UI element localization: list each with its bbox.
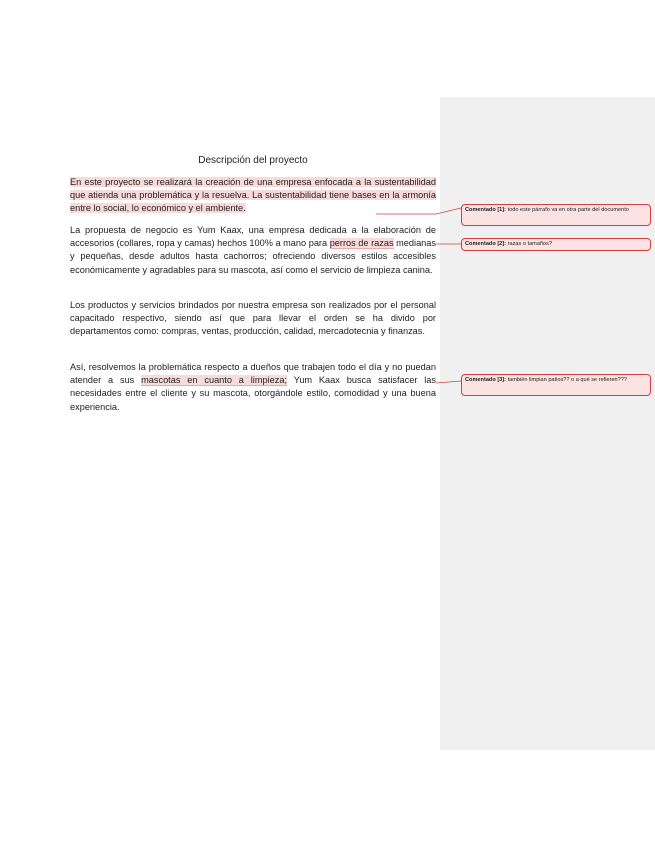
comments-pane <box>440 97 655 750</box>
comment-balloon-3[interactable] <box>461 374 651 396</box>
paragraph-text: Los productos y servicios brindados por nuestra empresa son realizados por el personal capacitado respectivo, siendo así que para llevar el orden se ha divido por departamentos como: compras, ventas, producción, calidad, mercadotecnia y finanzas. <box>70 300 436 337</box>
paragraph-3[interactable] <box>70 299 436 339</box>
paragraph-4[interactable] <box>70 361 436 414</box>
document-title: Descripción del proyecto <box>198 155 308 166</box>
paragraph-text: Así, resolvemos la problemática respecto a dueños que trabajen todo el día y no puedan atender a sus <box>70 362 436 386</box>
comment-1-anchor-text[interactable]: En este proyecto se realizará la creación de una empresa enfocada a la sustentabilidad que atienda una problemática y la resuelva. La sustentabilidad tiene bases en la armonía entre lo social, lo económico y el ambiente. <box>70 177 436 214</box>
comment-text: todo este párrafo va en otra parte del documento <box>507 207 629 213</box>
paragraph-text: La propuesta de negocio es Yum Kaax, una empresa dedicada a la elaboración de accesorios (collares, ropa y camas) hechos 100% a mano para <box>70 225 436 249</box>
comment-text: razas o tamaños? <box>507 241 553 247</box>
comment-label: Comentado [2]: <box>465 241 507 247</box>
comment-text: también limpian patios?? o a qué se refieren??? <box>507 377 628 383</box>
paragraph-text: medianas y pequeñas, desde adultos hasta cachorros; ofreciendo diversos estilos accesibles económicamente y agradables para su mascota, así como el servicio de limpieza canina. <box>70 238 436 275</box>
paragraph-2[interactable] <box>70 224 436 277</box>
comment-label: Comentado [1]: <box>465 207 507 213</box>
comment-label: Comentado [3]: <box>465 377 507 383</box>
comment-3-anchor-text[interactable]: mascotas en cuanto a limpieza; <box>141 375 288 386</box>
comment-balloon-2[interactable] <box>461 238 651 251</box>
comment-balloon-1[interactable] <box>461 204 651 226</box>
comment-2-anchor-text[interactable]: perros de razas <box>329 238 394 249</box>
paragraph-1[interactable] <box>70 176 436 216</box>
paragraph-text: Yum Kaax busca satisfacer las necesidades entre el cliente y su mascota, otorgándole estilo, comodidad y una buena experiencia. <box>70 375 436 412</box>
